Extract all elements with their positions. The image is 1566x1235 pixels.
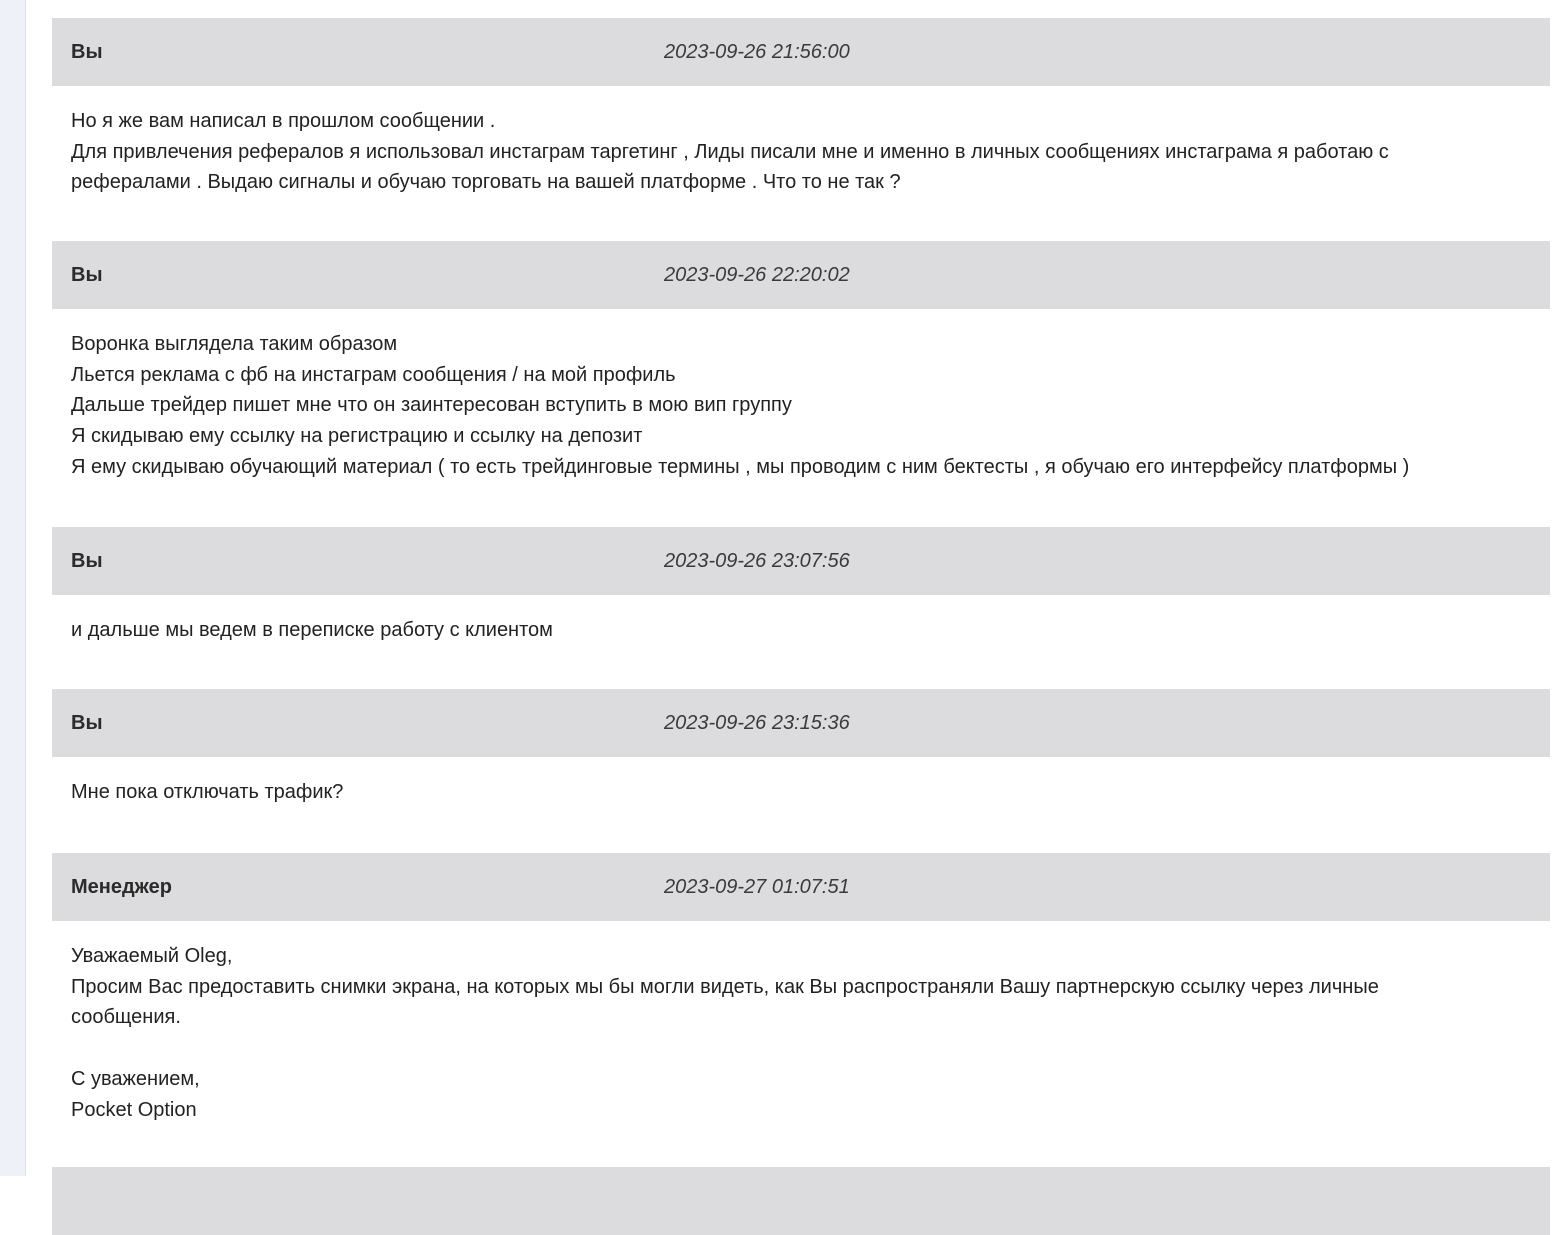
left-sidebar-edge (0, 0, 26, 1176)
message-timestamp: 2023-09-26 23:15:36 (664, 712, 850, 734)
message-body (52, 309, 1550, 527)
chat-message (52, 18, 1550, 241)
message-body (52, 86, 1550, 241)
message-line: С уважением, (71, 1067, 200, 1090)
message-header (52, 527, 1550, 595)
chat-history[interactable] (52, 18, 1550, 1235)
message-timestamp: 2023-09-26 23:07:56 (664, 550, 850, 572)
message-author: Вы (71, 712, 103, 734)
message-header (52, 853, 1550, 921)
message-timestamp: 2023-09-27 01:07:51 (664, 876, 850, 898)
message-author: Менеджер (71, 876, 172, 898)
message-line: Мне пока отключать трафик? (71, 781, 344, 803)
message-author: Вы (71, 550, 103, 572)
message-timestamp: 2023-09-26 22:20:02 (664, 264, 850, 286)
message-line: Pocket Option (71, 1098, 197, 1121)
message-author: Вы (71, 41, 103, 63)
message-author: Вы (71, 264, 103, 286)
message-line: рефералами . Выдаю сигналы и обучаю торговать на вашей платформе . Что то не так ? (71, 171, 901, 194)
message-body (52, 595, 1550, 689)
message-line: Просим Вас предоставить снимки экрана, на которых мы бы могли видеть, как Вы распространяли Вашу партнерскую ссылку через личные (71, 975, 1379, 998)
message-header (52, 689, 1550, 757)
message-header (52, 241, 1550, 309)
chat-message (52, 527, 1550, 689)
message-line: Я скидываю ему ссылку на регистрацию и ссылку на депозит (71, 425, 643, 448)
message-line: Воронка выглядела таким образом (71, 333, 398, 355)
message-line (71, 1033, 1531, 1064)
message-timestamp: 2023-09-26 21:56:00 (664, 41, 850, 63)
message-header (52, 1167, 1550, 1235)
message-line: Для привлечения рефералов я использовал инстаграм таргетинг , Лиды писали мне и именно в личных сообщениях инстаграма я работаю с (71, 140, 1389, 163)
message-line: Но я же вам написал в прошлом сообщении . (71, 110, 496, 132)
message-line: Уважаемый Oleg, (71, 945, 233, 967)
chat-message (52, 689, 1550, 853)
message-line: Я ему скидываю обучающий материал ( то есть трейдинговые термины , мы проводим с ним бектесты , я обучаю его интерфейсу платформы ) (71, 455, 1410, 478)
message-body (52, 921, 1550, 1167)
message-body (52, 757, 1550, 853)
message-line: Дальше трейдер пишет мне что он заинтересован вступить в мою вип группу (71, 394, 792, 417)
message-line: Льется реклама с фб на инстаграм сообщения / на мой профиль (71, 363, 676, 386)
chat-message (52, 241, 1550, 527)
message-line: сообщения. (71, 1006, 181, 1029)
message-line: и дальше мы ведем в переписке работу с клиентом (71, 619, 553, 641)
chat-message-partial (52, 1167, 1550, 1235)
message-header (52, 18, 1550, 86)
chat-message (52, 853, 1550, 1167)
